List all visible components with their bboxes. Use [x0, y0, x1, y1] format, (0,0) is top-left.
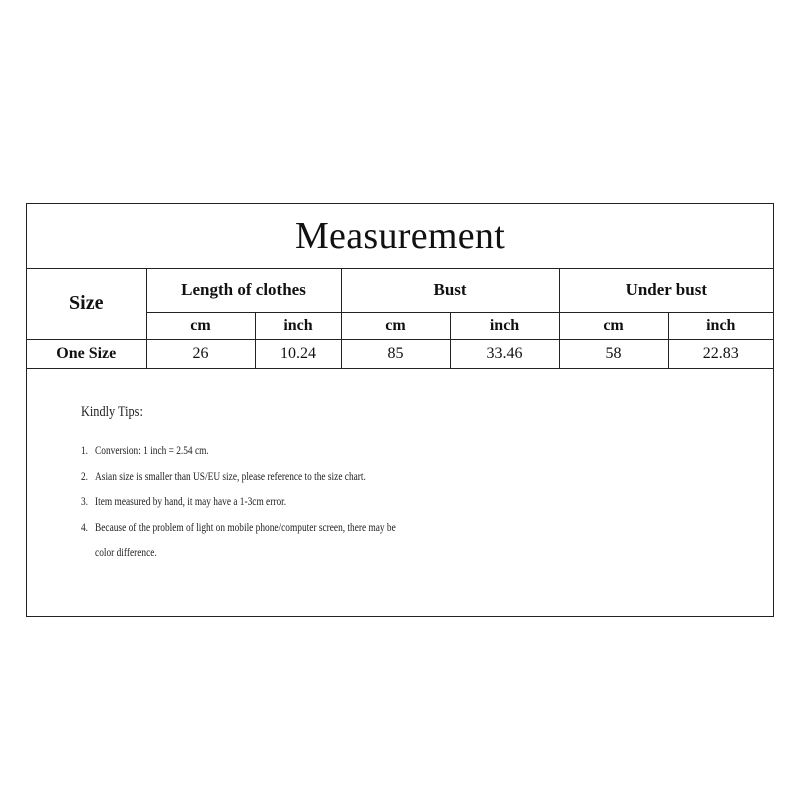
group-header-length: Length of clothes	[146, 268, 341, 313]
tips-list	[81, 438, 481, 566]
size-header: Size	[27, 268, 146, 340]
list-item-text: color difference.	[95, 545, 157, 559]
measurement-frame	[26, 203, 774, 617]
list-item-text: Asian size is smaller than US/EU size, please reference to the size chart.	[95, 468, 366, 483]
list-item-text: Conversion: 1 inch = 2.54 cm.	[95, 443, 209, 457]
table-cell: 33.46	[450, 340, 559, 369]
unit-header: cm	[146, 313, 255, 340]
list-item	[81, 438, 393, 464]
row-label: One Size	[27, 340, 146, 369]
list-item-text: Item measured by hand, it may have a 1-3cm error.	[95, 494, 287, 508]
list-item	[81, 464, 393, 490]
list-item-number: 1.	[81, 443, 89, 457]
page-title: Measurement	[27, 204, 773, 269]
table-row	[27, 340, 773, 369]
list-item	[81, 489, 393, 515]
table-cell: 58	[559, 340, 668, 369]
list-item-number: 2.	[81, 468, 89, 483]
tips-heading: Kindly Tips:	[81, 404, 143, 420]
list-item	[81, 515, 396, 541]
unit-header: inch	[668, 313, 773, 340]
list-item-number: 4.	[81, 519, 89, 534]
table-cell: 10.24	[255, 340, 341, 369]
group-header-bust: Bust	[341, 268, 559, 313]
table-cell: 26	[146, 340, 255, 369]
unit-header: cm	[341, 313, 450, 340]
list-item-number: 3.	[81, 494, 89, 508]
list-item-text: Because of the problem of light on mobile phone/computer screen, there may be	[95, 519, 396, 534]
group-header-under-bust: Under bust	[559, 268, 773, 313]
kindly-tips	[81, 404, 481, 566]
table-cell: 85	[341, 340, 450, 369]
table-header-row	[27, 268, 773, 313]
table-cell: 22.83	[668, 340, 773, 369]
list-item	[81, 540, 393, 566]
unit-header: cm	[559, 313, 668, 340]
unit-header: inch	[255, 313, 341, 340]
unit-header: inch	[450, 313, 559, 340]
size-table	[27, 268, 773, 369]
